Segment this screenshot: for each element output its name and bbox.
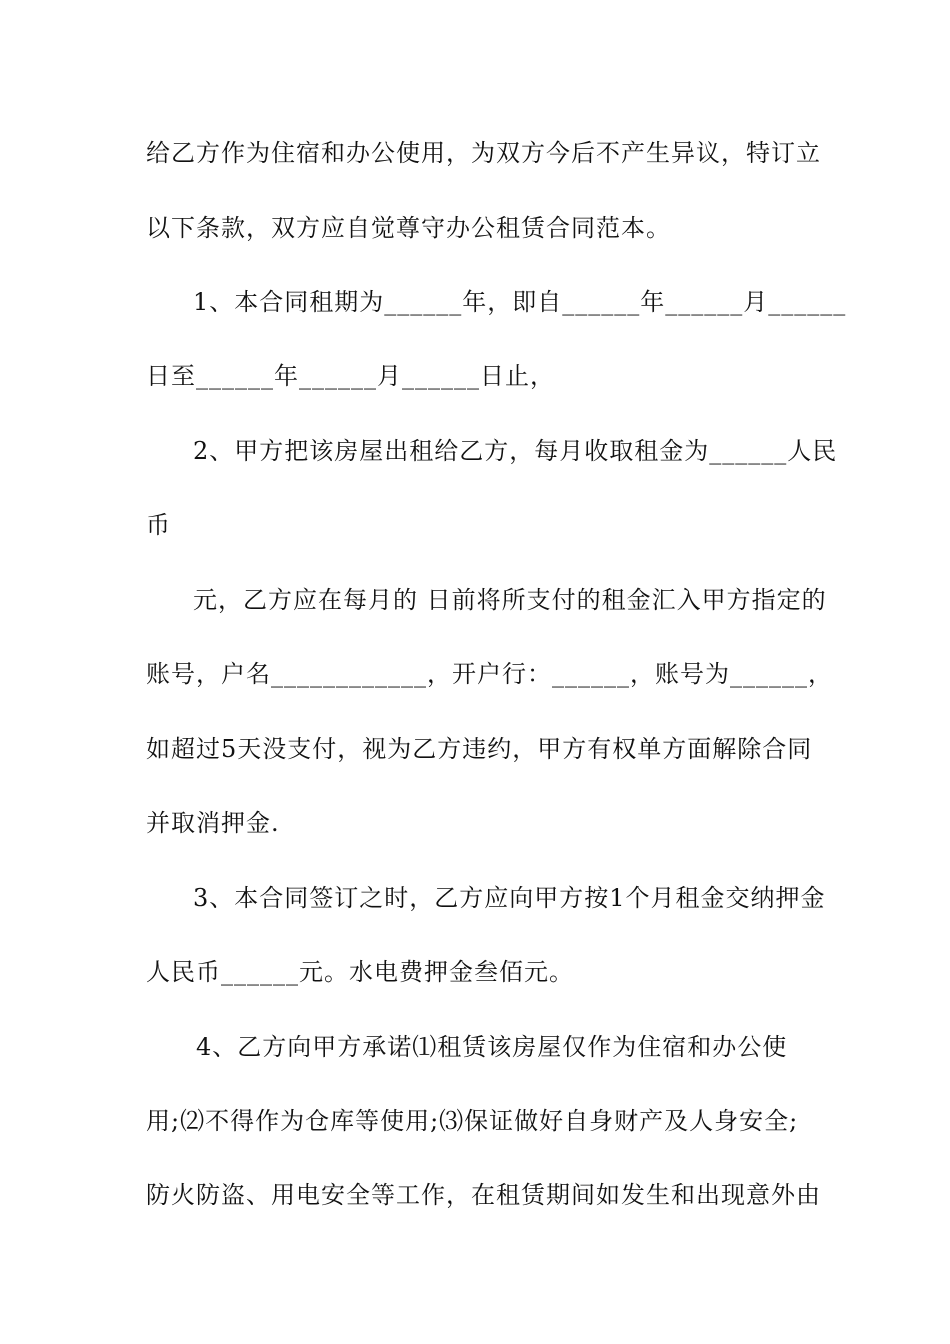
text-line: 人民币______元。水电费押金叁佰元。 [146, 958, 574, 986]
text-line: 元，乙方应在每月的 日前将所支付的租金汇入甲方指定的 [193, 586, 827, 614]
text-line: 账号，户名____________，开户行：______，账号为______， [146, 660, 833, 688]
text-line: 给乙方作为住宿和办公使用，为双方今后不产生异议，特订立 [146, 139, 821, 167]
clause-2-line: 2、甲方把该房屋出租给乙方，每月收取租金为______人民 [193, 437, 838, 465]
text-line: 日至______年______月______日止， [146, 362, 555, 390]
text-line: 以下条款，双方应自觉尊守办公租赁合同范本。 [146, 214, 671, 242]
text-line: 币 [146, 511, 171, 539]
clause-3-line: 3、本合同签订之时，乙方应向甲方按1个月租金交纳押金 [193, 884, 826, 912]
text-line: 如超过5天没支付，视为乙方违约，甲方有权单方面解除合同 [146, 735, 813, 763]
clause-1-line: 1、本合同租期为______年，即自______年______月______ [193, 288, 847, 316]
clause-4-line: 4、乙方向甲方承诺⑴租赁该房屋仅作为住宿和办公使 [196, 1033, 788, 1061]
text-line: 防火防盗、用电安全等工作，在租赁期间如发生和出现意外由 [146, 1181, 821, 1209]
text-line: 并取消押金. [146, 809, 280, 837]
text-line: 用;⑵不得作为仓库等使用;⑶保证做好自身财产及人身安全; [146, 1107, 799, 1135]
